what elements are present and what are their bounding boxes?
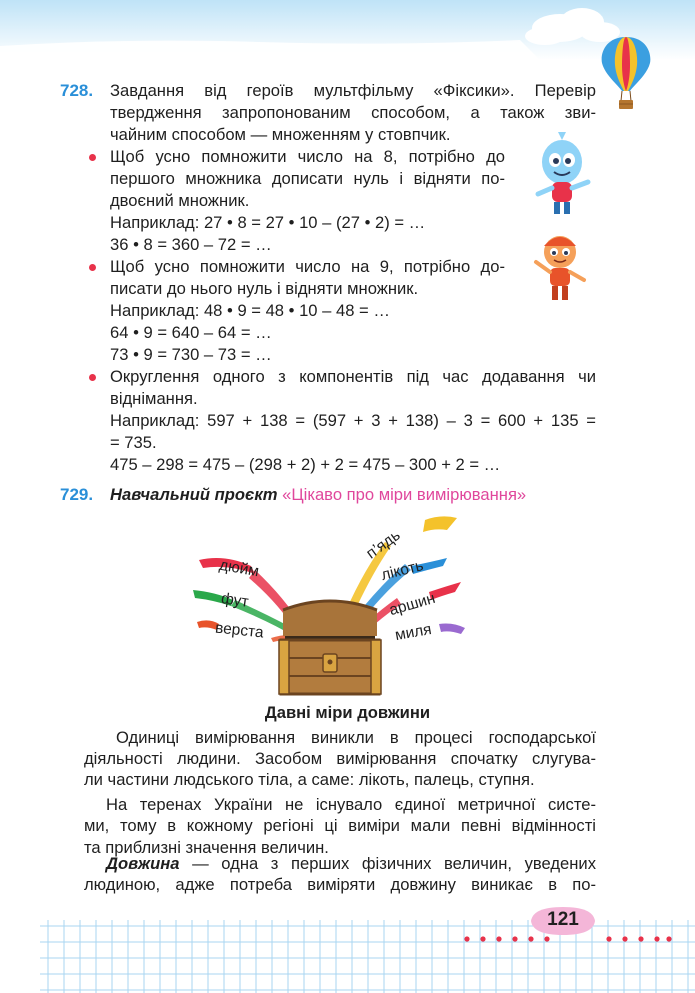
word-mylia: миля (393, 620, 433, 645)
example-line: 73 • 9 = 730 – 73 = … (110, 345, 272, 364)
paragraph-3 (84, 853, 596, 896)
term-dovzhyna: Довжина (106, 854, 180, 873)
word-versta: верста (214, 619, 265, 642)
bullet-marker (89, 154, 96, 161)
example-line: = 735. (110, 433, 157, 452)
task-729 (60, 484, 600, 508)
sky-header-decoration (0, 0, 695, 60)
task-text-line: Завдання від героїв мультфільму «Фіксики». Перевір (110, 81, 596, 100)
bullet-marker (89, 374, 96, 381)
paragraph-line: діяльності людини. Засобом вимірювання спочатку слугува- (84, 749, 596, 768)
word-likot: лікоть (379, 557, 426, 584)
example-line: Наприклад: 597 + 138 = (597 + 3 + 138) – 3 = 600 + 135 = (110, 411, 596, 430)
paragraph-text: — одна з перших фізичних величин, уведених (179, 854, 596, 873)
page-number-badge (525, 903, 601, 939)
task-number: 728. (60, 81, 94, 100)
example-line: 36 • 8 = 360 – 72 = … (110, 235, 272, 254)
word-fut: фут (220, 590, 250, 611)
section-heading: Давні міри довжини (264, 703, 431, 722)
treasure-chest-illustration (185, 508, 475, 704)
paragraph-line: та приблизні значення величин. (84, 837, 329, 857)
blue-fixik-character-icon (530, 132, 594, 218)
paragraph-line (84, 853, 596, 874)
paragraph-1 (84, 727, 596, 748)
task-title (110, 484, 526, 505)
paragraph-line: Одиниці вимірювання виникли в процесі господарської (116, 728, 596, 747)
paragraph-line: ли частини людського тіла, а саме: лікоть, палець, ступня. (84, 770, 535, 790)
project-label: Навчальний проєкт (110, 485, 278, 504)
example-line: 64 • 9 = 640 – 64 = … (110, 323, 272, 342)
example-line: Наприклад: 27 • 8 = 27 • 10 – (27 • 2) = … (110, 213, 426, 232)
hot-air-balloon-icon (598, 35, 654, 111)
task-728 (60, 80, 600, 474)
orange-fixik-character-icon (530, 232, 590, 304)
paragraph-1-cont (84, 748, 596, 791)
paragraph-line: людиною, адже потреба виміряти довжину виникає в по- (84, 875, 596, 895)
word-pyad: п’ядь (363, 526, 404, 563)
word-arshyn: аршин (387, 589, 438, 620)
example-line: 475 – 298 = 475 – (298 + 2) + 2 = 475 – 300 + 2 = … (110, 455, 501, 474)
example-line: Наприклад: 48 • 9 = 48 • 10 – 48 = … (110, 301, 390, 320)
bullet-text-line: віднімання. (110, 389, 198, 408)
paragraph-2 (84, 794, 596, 858)
task-text-line: твердження запропонованим способом, а також зви- (110, 103, 596, 122)
bullet-marker (89, 264, 96, 271)
task-text-line: чайним способом — множенням у стовпчик. (110, 125, 451, 144)
bullet-text-line: Щоб усно помножити число на 9, потрібно до- (110, 257, 505, 276)
bullet-text-line: двоєний множник. (110, 191, 250, 210)
bullet-text-line: першого множника дописати нуль і відняти по- (110, 169, 505, 188)
project-title: «Цікаво про міри вимірювання» (282, 485, 527, 504)
task-number: 729. (60, 485, 94, 504)
paragraph-line: ми, тому в кожному регіоні ці виміри мали певні відмінності (84, 816, 596, 836)
paragraph-line: На теренах України не існувало єдиної метричної систе- (106, 795, 596, 814)
bullet-text-line: Округлення одного з компонентів під час додавання чи (110, 367, 596, 386)
word-dyuim: дюйм (217, 556, 261, 581)
page-number: 121 (547, 909, 579, 930)
bullet-text-line: писати до нього нуль і відняти множник. (110, 279, 419, 298)
bullet-text-line: Щоб усно помножити число на 8, потрібно до (110, 147, 505, 166)
